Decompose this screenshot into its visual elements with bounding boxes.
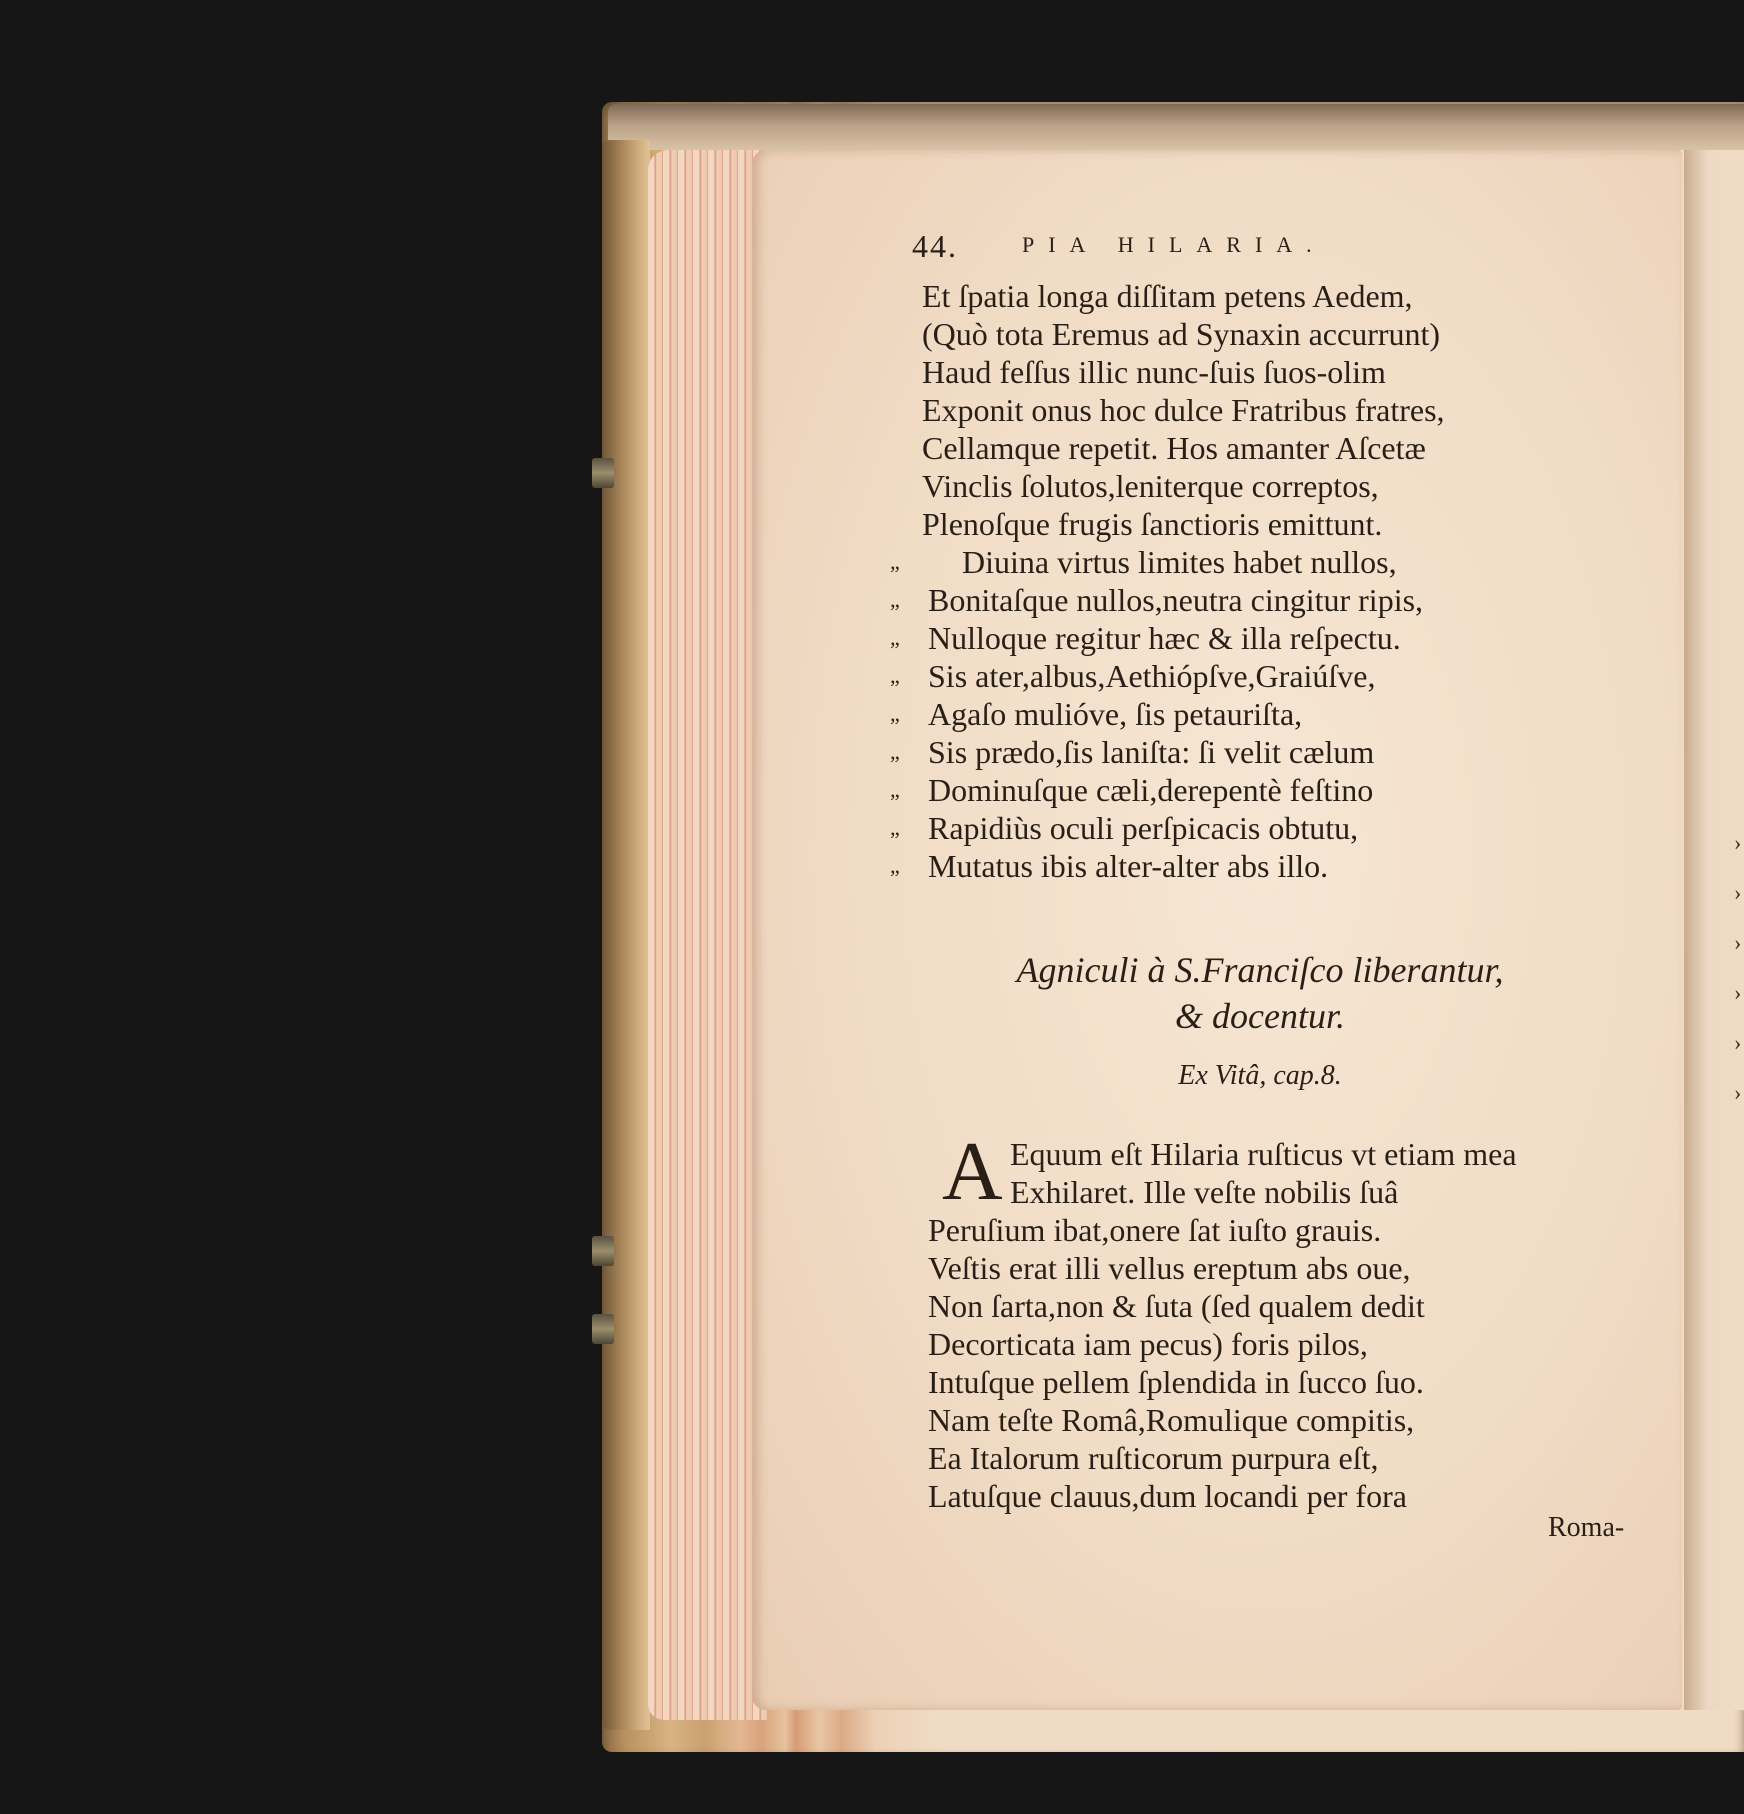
- quoted-line: Rapidiùs oculi perſpicacis obtutu,: [928, 810, 1359, 846]
- page-edges: [648, 150, 768, 1720]
- body-line: Peruſium ibat,onere ſat iuſto grauis.: [928, 1212, 1382, 1248]
- quoted-line: Bonitaſque nullos,neutra cingitur ripis,: [928, 582, 1424, 618]
- quote-mark: „: [890, 701, 900, 726]
- facing-page-mark: ›: [1734, 1080, 1742, 1105]
- quote-mark: „: [890, 625, 900, 650]
- section-source: Ex Vitâ, cap.8.: [1178, 1060, 1342, 1091]
- quote-mark: „: [890, 587, 900, 612]
- page-number: 44.: [912, 228, 958, 264]
- quoted-line: Sis prædo,ſis laniſta: ſi velit cælum: [928, 734, 1375, 770]
- quoted-line: Mutatus ibis alter-alter abs illo.: [928, 848, 1329, 884]
- poem-line: Cellamque repetit. Hos amanter Aſcetæ: [922, 430, 1426, 466]
- quote-mark: „: [890, 549, 900, 574]
- quoted-line: Sis ater,albus,Aethiópſve,Graiúſve,: [928, 658, 1376, 694]
- catchword: Roma-: [1548, 1512, 1625, 1543]
- body-line: Equum eſt Hilaria ruſticus vt etiam mea: [1010, 1136, 1517, 1172]
- body-line: Decorticata iam pecus) foris pilos,: [928, 1326, 1368, 1362]
- quoted-line: Dominuſque cæli,derepentè feſtino: [928, 772, 1374, 808]
- body-line: Nam teſte Româ,Romulique compitis,: [928, 1402, 1415, 1438]
- poem-line: Plenoſque frugis ſanctioris emittunt.: [922, 506, 1383, 542]
- quote-mark: „: [890, 663, 900, 688]
- running-header: [912, 228, 1472, 268]
- quote-mark: „: [890, 815, 900, 840]
- quote-mark: „: [890, 853, 900, 878]
- body-line: Latuſque clauus,dum locandi per fora: [928, 1478, 1407, 1514]
- quote-mark: „: [890, 739, 900, 764]
- facing-page-mark: ›: [1734, 830, 1742, 855]
- body-line: Non ſarta,non & ſuta (ſed qualem dedit: [928, 1288, 1425, 1324]
- facing-page-mark: ›: [1734, 880, 1742, 905]
- drop-cap: A: [942, 1125, 1003, 1218]
- book-top-edge: [608, 104, 1744, 150]
- section-title-line-1: Agniculi à S.Franciſco liberantur,: [1016, 950, 1504, 990]
- body-line: Exhilaret. Ille veſte nobilis ſuâ: [1010, 1174, 1399, 1210]
- section-title-line-2: & docentur.: [1175, 996, 1345, 1036]
- book-spine: [602, 140, 650, 1730]
- poem-line: (Quò tota Eremus ad Synaxin accurrunt): [922, 316, 1441, 352]
- facing-page-mark: ›: [1734, 980, 1742, 1005]
- quoted-line: Nulloque regitur hæc & illa reſpectu.: [928, 620, 1401, 656]
- body-line: Veſtis erat illi vellus ereptum abs oue,: [928, 1250, 1411, 1286]
- running-head-title: PIA HILARIA.: [1022, 232, 1326, 257]
- clasp-icon: [592, 1236, 614, 1266]
- facing-page-mark: ›: [1734, 1030, 1742, 1055]
- poem-line: Haud feſſus illic nunc-ſuis ſuos-olim: [922, 354, 1386, 390]
- body-line: Ea Italorum ruſticorum purpura eſt,: [928, 1440, 1379, 1476]
- poem-line: Vinclis ſolutos,leniterque correptos,: [922, 468, 1379, 504]
- clasp-icon: [592, 458, 614, 488]
- quoted-line: Diuina virtus limites habet nullos,: [962, 544, 1397, 580]
- body-line: Intuſque pellem ſplendida in ſucco ſuo.: [928, 1364, 1424, 1400]
- quoted-line: Agaſo mulióve, ſis petauriſta,: [928, 696, 1303, 732]
- quote-mark: „: [890, 777, 900, 802]
- facing-page-mark: ›: [1734, 930, 1742, 955]
- poem-line: Exponit onus hoc dulce Fratribus fratres,: [922, 392, 1445, 428]
- clasp-icon: [592, 1314, 614, 1344]
- poem-line: Et ſpatia longa diſſitam petens Aedem,: [922, 278, 1413, 314]
